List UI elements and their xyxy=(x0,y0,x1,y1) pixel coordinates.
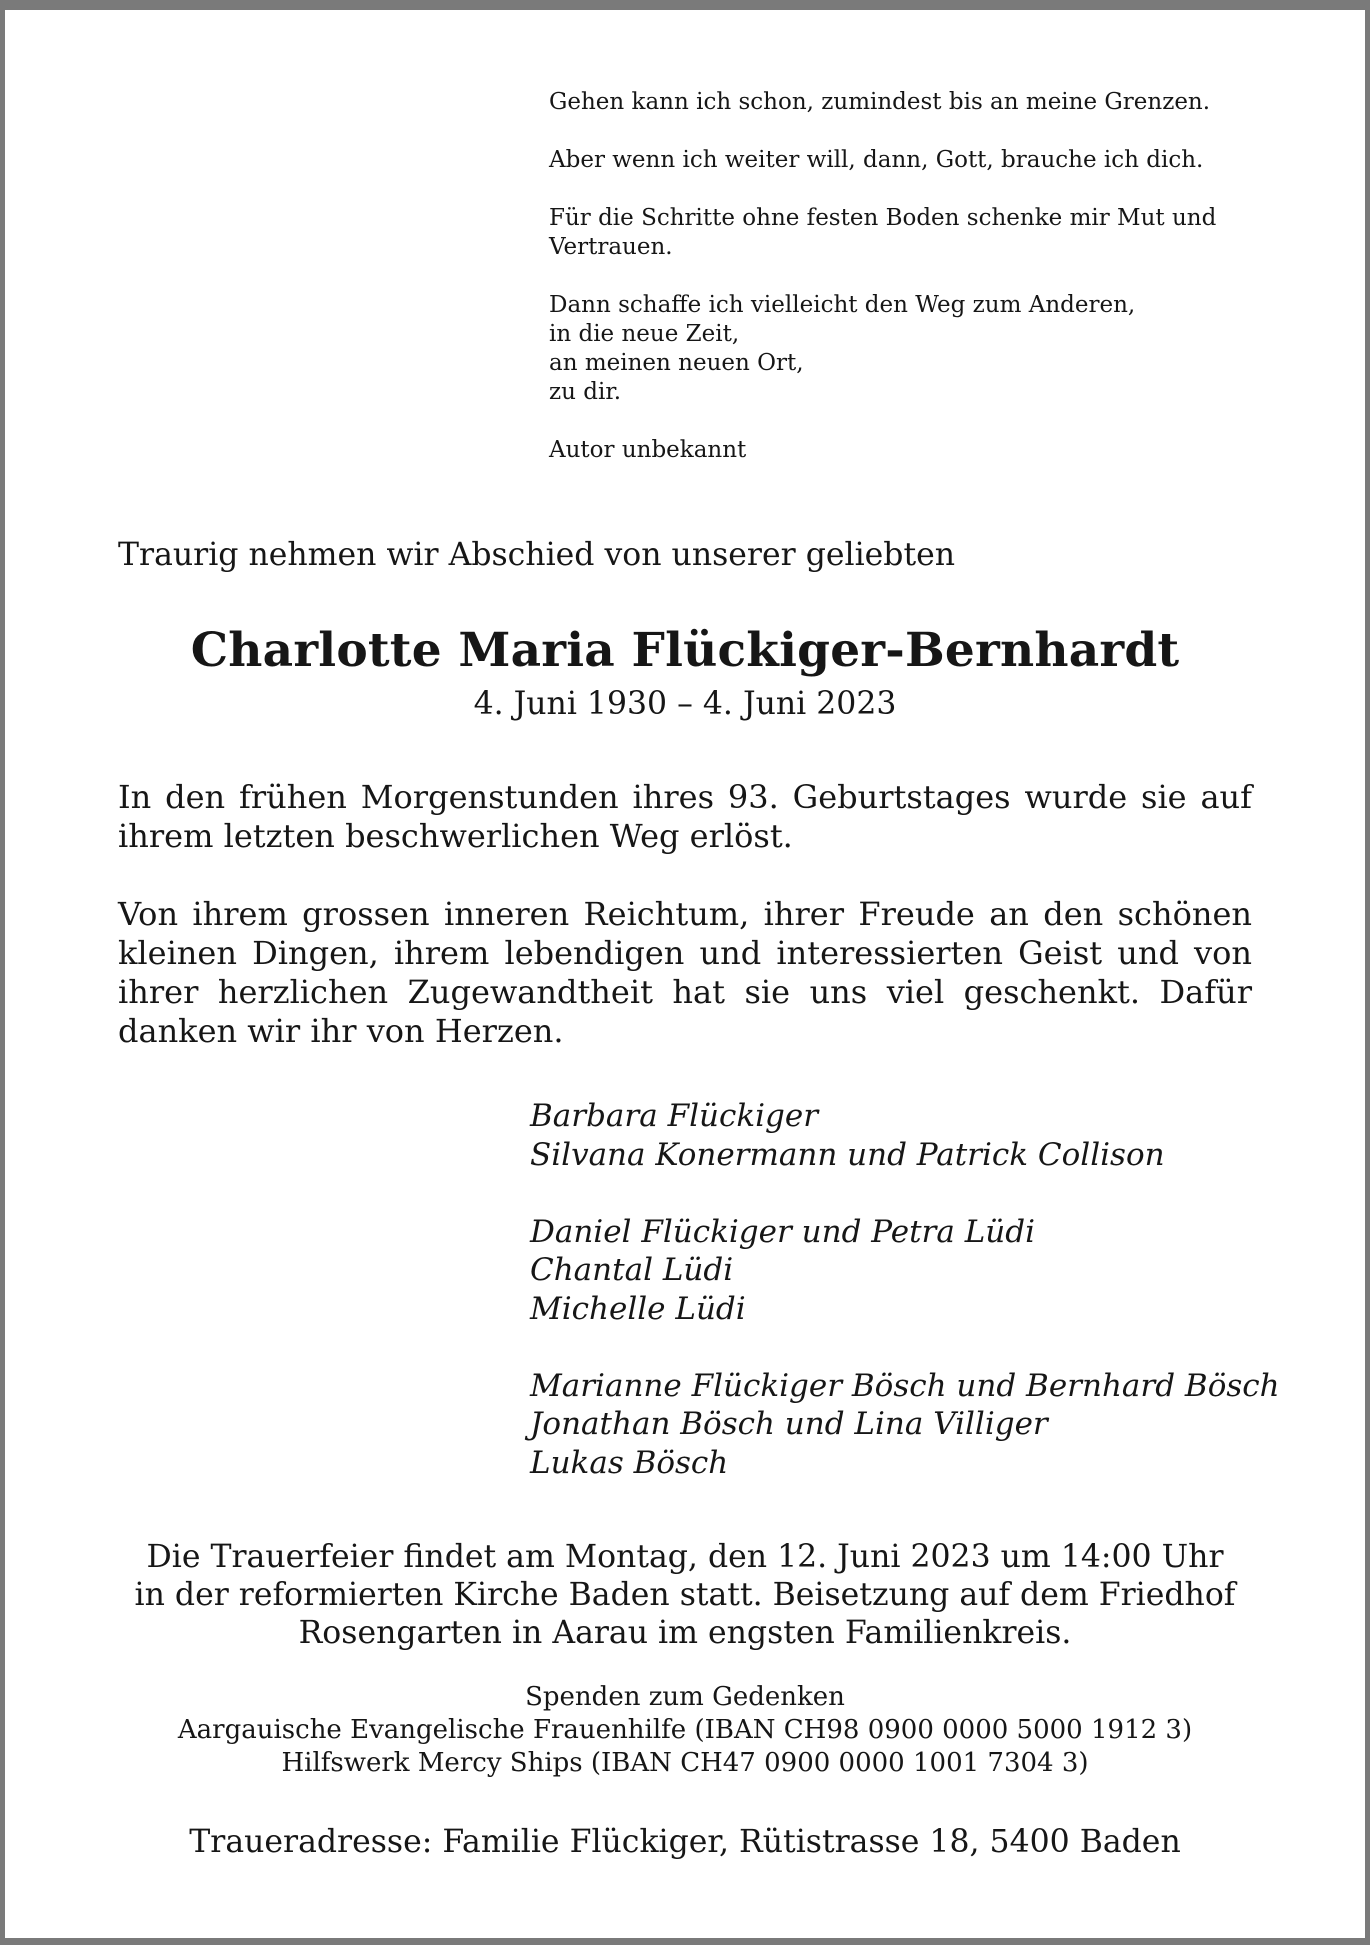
service-line: in der reformierten Kirche Baden statt. Beisetzung auf dem Friedhof xyxy=(134,1577,1236,1613)
poem-line: Gehen kann ich schon, zumindest bis an meine Grenzen. xyxy=(549,89,1211,115)
mourner-group xyxy=(530,1213,1280,1329)
poem xyxy=(549,88,1269,494)
service-line: Rosengarten in Aarau im engsten Familienkreis. xyxy=(298,1615,1072,1651)
mourner-name: Marianne Flückiger Bösch und Bernhard Bösch xyxy=(530,1367,1280,1404)
mourners-list xyxy=(530,1097,1280,1521)
service-line: Die Trauerfeier findet am Montag, den 12. Juni 2023 um 14:00 Uhr xyxy=(146,1539,1224,1575)
poem-line: zu dir. xyxy=(549,379,622,405)
mourner-name: Lukas Bösch xyxy=(530,1444,729,1481)
poem-author: Autor unbekannt xyxy=(549,437,747,463)
poem-line: an meinen neuen Ort, xyxy=(549,350,804,376)
poem-line: Vertrauen. xyxy=(549,234,673,260)
mourner-group xyxy=(530,1097,1280,1174)
paragraph: In den frühen Morgenstunden ihres 93. Geburtstages wurde sie auf ihrem letzten beschwerlichen Weg erlöst. xyxy=(118,778,1252,855)
paragraph: Von ihrem grossen inneren Reichtum, ihrer Freude an den schönen kleinen Dingen, ihrem lebendigen und interessierten Geist und von ihrer herzlichen Zugewandtheit hat sie uns viel geschenkt. Dafür danken wir ihr von Herzen. xyxy=(118,895,1252,1050)
mourner-group xyxy=(530,1367,1280,1483)
poem-line: Aber wenn ich weiter will, dann, Gott, brauche ich dich. xyxy=(549,147,1204,173)
donation-line: Aargauische Evangelische Frauenhilfe (IBAN CH98 0900 0000 5000 1912 3) xyxy=(177,1715,1193,1745)
mourner-name: Jonathan Bösch und Lina Villiger xyxy=(530,1406,1048,1442)
mourner-name: Barbara Flückiger xyxy=(530,1098,819,1134)
intro-text: Traurig nehmen wir Abschied von unserer geliebten xyxy=(118,537,956,573)
life-dates: 4. Juni 1930 – 4. Juni 2023 xyxy=(473,686,897,722)
poem-line: Für die Schritte ohne festen Boden schenke mir Mut und xyxy=(549,205,1217,231)
deceased-name: Charlotte Maria Flückiger-Bernhardt xyxy=(190,623,1180,678)
poem-stanza xyxy=(549,291,1269,407)
mourner-name: Daniel Flückiger und Petra Lüdi xyxy=(530,1213,1036,1250)
mourner-name: Chantal Lüdi xyxy=(530,1252,734,1288)
mourner-name: Silvana Konermann und Patrick Collison xyxy=(530,1136,1165,1173)
service-info xyxy=(0,1538,1370,1652)
donations-heading: Spenden zum Gedenken xyxy=(525,1682,845,1712)
poem-line: in die neue Zeit, xyxy=(549,321,740,347)
poem-stanza xyxy=(549,204,1269,262)
mourning-address: Traueradresse: Familie Flückiger, Rütistrasse 18, 5400 Baden xyxy=(189,1824,1181,1860)
mourner-name: Michelle Lüdi xyxy=(530,1290,746,1327)
donations xyxy=(0,1681,1370,1780)
poem-line: Dann schaffe ich vielleicht den Weg zum Anderen, xyxy=(549,292,1136,318)
donation-line: Hilfswerk Mercy Ships (IBAN CH47 0900 0000 1001 7304 3) xyxy=(281,1748,1089,1778)
